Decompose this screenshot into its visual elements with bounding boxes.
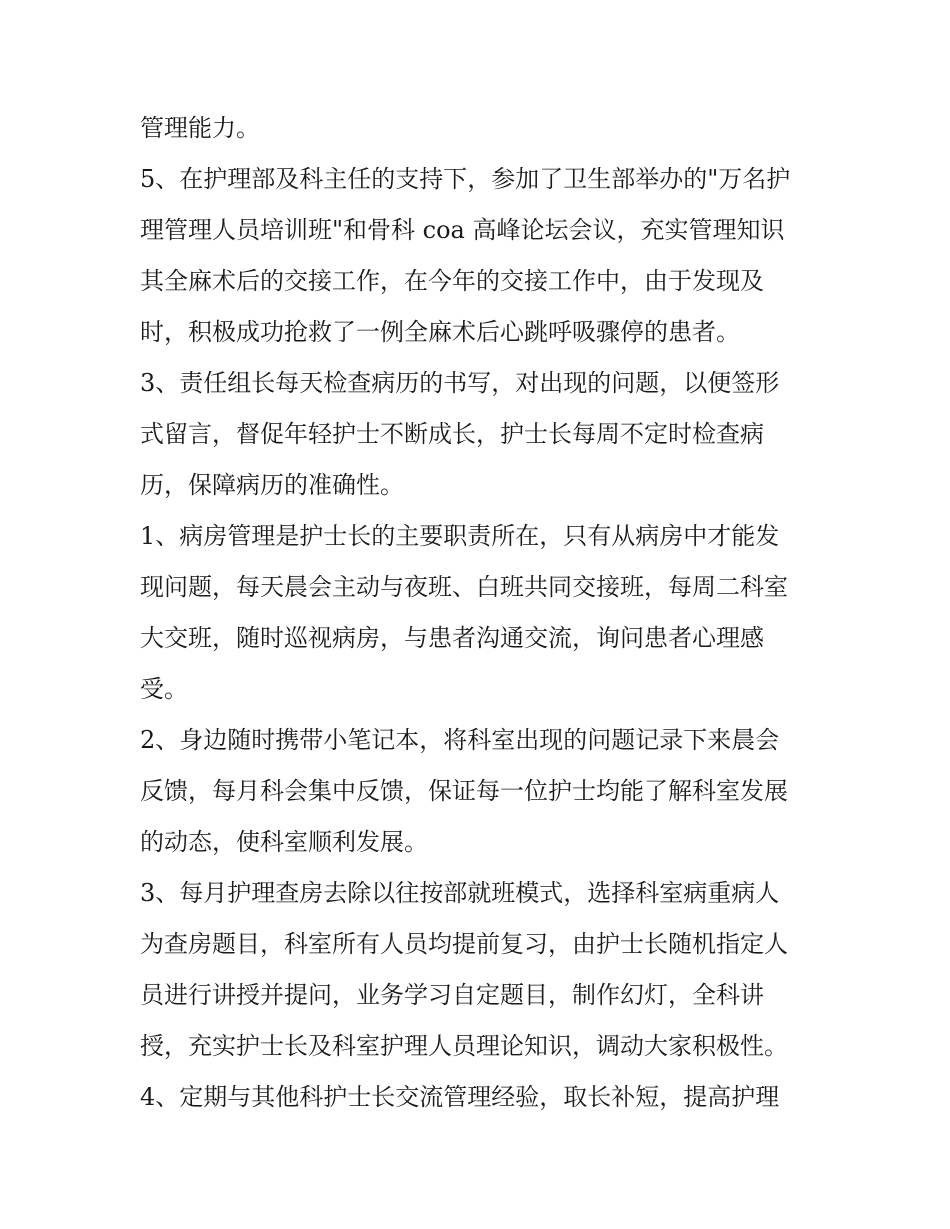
text-line: 为查房题目，科室所有人员均提前复习，由护士长随机指定人 <box>140 930 788 958</box>
text-line: 管理能力。 <box>140 114 260 142</box>
text-line: 4、定期与其他科护士长交流管理经验，取长补短，提高护理 <box>140 1083 780 1111</box>
text-line: 授，充实护士长及科室护理人员理论知识，调动大家积极性。 <box>140 1032 788 1060</box>
text-line: 理管理人员培训班"和骨科 coa 高峰论坛会议，充实管理知识 <box>140 216 785 244</box>
text-line: 3、每月护理查房去除以往按部就班模式，选择科室病重病人 <box>140 879 780 907</box>
text-line: 历，保障病历的准确性。 <box>140 471 404 499</box>
text-line: 2、身边随时携带小笔记本，将科室出现的问题记录下来晨会 <box>140 726 780 754</box>
text-line: 受。 <box>140 675 188 703</box>
text-line: 时，积极成功抢救了一例全麻术后心跳呼吸骤停的患者。 <box>140 318 740 346</box>
text-line: 其全麻术后的交接工作，在今年的交接工作中，由于发现及 <box>140 267 764 295</box>
text-line: 现问题，每天晨会主动与夜班、白班共同交接班，每周二科室 <box>140 573 788 601</box>
text-line: 3、责任组长每天检查病历的书写，对出现的问题，以便签形 <box>140 369 780 397</box>
text-line: 1、病房管理是护士长的主要职责所在，只有从病房中才能发 <box>140 522 780 550</box>
text-line: 员进行讲授并提问，业务学习自定题目，制作幻灯，全科讲 <box>140 981 764 1009</box>
text-line: 大交班，随时巡视病房，与患者沟通交流，询问患者心理感 <box>140 624 764 652</box>
text-line: 反馈，每月科会集中反馈，保证每一位护士均能了解科室发展 <box>140 777 788 805</box>
document-body <box>140 108 830 1128</box>
text-line: 的动态，使科室顺利发展。 <box>140 828 428 856</box>
text-line: 式留言，督促年轻护士不断成长，护士长每周不定时检查病 <box>140 420 764 448</box>
text-line: 5、在护理部及科主任的支持下，参加了卫生部举办的"万名护 <box>140 165 791 193</box>
